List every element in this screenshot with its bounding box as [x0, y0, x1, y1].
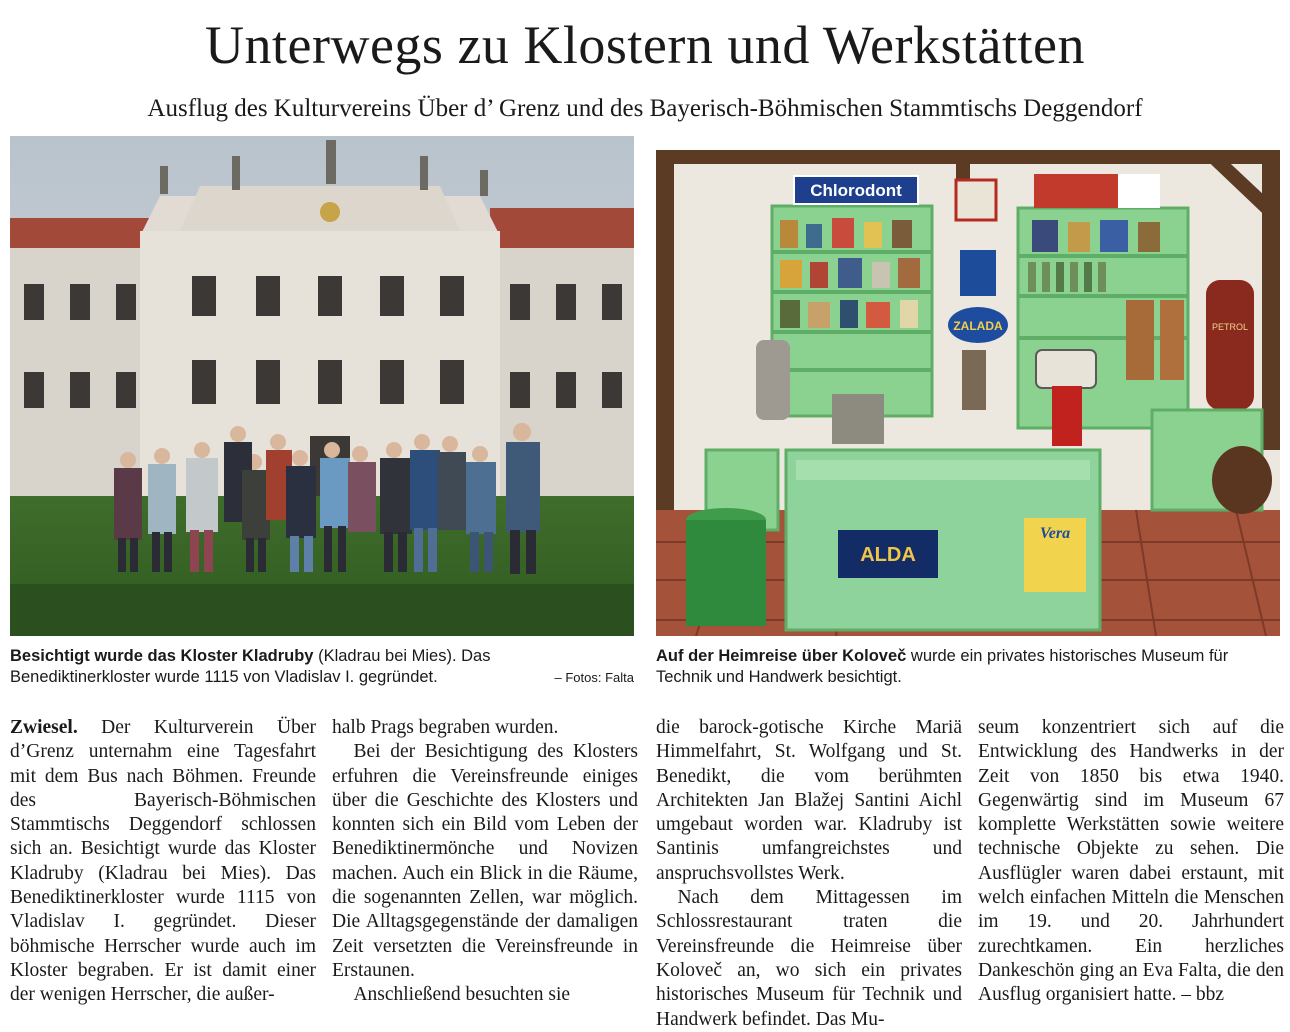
sign-vera: Vera: [1039, 525, 1071, 542]
sign-chlorodont: Chlorodont: [810, 181, 902, 200]
photo-museum-kolovec: [656, 150, 1280, 636]
caption-right-lead: Auf der Heimreise über Koloveč: [656, 647, 907, 665]
sign-zalada: ZALADA: [953, 319, 1003, 333]
photo-kloster-kladruby: [10, 136, 634, 636]
article-headline: Unterwegs zu Klostern und Werkstätten: [205, 15, 1085, 75]
paragraph: seum konzentriert sich auf die Entwicklung des Handwerks in der Zeit von 1850 bis etwa 1940. Gegenwärtig sind im Museum 67 komplette Werkstätten sowie weitere technische Objekte zu sehen. Die Ausflügler waren dabei erstaunt, mit welch einfachen Mitteln die Menschen im 19. und 20. Jahrhundert zurechtkamen. Ein herzliches Dankeschön ging an Eva Falta, die den Ausflug organisiert hatte. – bbz: [978, 717, 1284, 1006]
article-column-2: [332, 716, 638, 1008]
article-column-1: [10, 716, 316, 1008]
sign-alda: ALDA: [860, 544, 916, 566]
caption-left-text: (Kladrau bei Mies). Das Benediktinerkloster wurde 1115 von Vladislav I. gegründet.: [10, 647, 491, 686]
caption-left: [10, 646, 634, 688]
article-column-4: [978, 716, 1284, 1008]
photo-credit: – Fotos: Falta: [554, 670, 634, 685]
caption-left-lead: Besichtigt wurde das Kloster Kladruby: [10, 647, 314, 665]
article-column-3: [656, 716, 962, 1032]
caption-right-text: wurde ein privates historisches Museum für Technik und Handwerk besichtigt.: [656, 647, 1229, 686]
paragraph: Der Kulturverein Über d’Grenz unternahm eine Tagesfahrt mit dem Bus nach Böhmen. Freunde des Bayerisch-Böhmischen Stammtischs Deggendorf schlossen sich an. Besichtigt wurde das Kloster Kladruby (Kladrau bei Mies). Das Benediktinerkloster wurde 1115 von Vladislav I. gegründet. Dieser böhmische Herrscher wurde auch im Kloster begraben. Er ist damit einer der wenigen Herrscher, die außer-: [10, 717, 316, 1006]
paragraph: Anschließend besuchten sie: [353, 984, 571, 1006]
sign-petrol: PETROL: [1211, 322, 1249, 332]
paragraph: die barock-gotische Kirche Mariä Himmelfahrt, St. Wolfgang und St. Benedikt, die vom berühmten Architekten Jan Blažej Santini Aichl umgebaut worden war. Kladruby ist Santinis umfangreichstes und anspruchsvollstes Werk.: [656, 717, 962, 884]
paragraph: halb Prags begraben wurden.: [332, 717, 559, 738]
caption-right: [656, 646, 1280, 688]
article-dateline: Zwiesel.: [10, 717, 78, 738]
paragraph: Nach dem Mittagessen im Schlossrestaurant traten die Vereinsfreunde die Heimreise über Koloveč an, wo sich ein privates historisches Museum für Technik und Handwerk befindet. Das Mu-: [656, 887, 962, 1030]
article-subheadline: Ausflug des Kulturvereins Über d’ Grenz und des Bayerisch-Böhmischen Stammtischs Deggendorf: [147, 95, 1143, 122]
paragraph: Bei der Besichtigung des Klosters erfuhren die Vereinsfreunde einiges über die Geschichte des Klosters und konnten sich ein Bild vom Leben der Benediktinermönche und Novizen machen. Auch ein Blick in die Räume, die sogenannten Zellen, war möglich. Die Alltagsgegenstände der damaligen Zeit versetzten die Vereinsfreunde in Erstaunen.: [332, 741, 638, 981]
